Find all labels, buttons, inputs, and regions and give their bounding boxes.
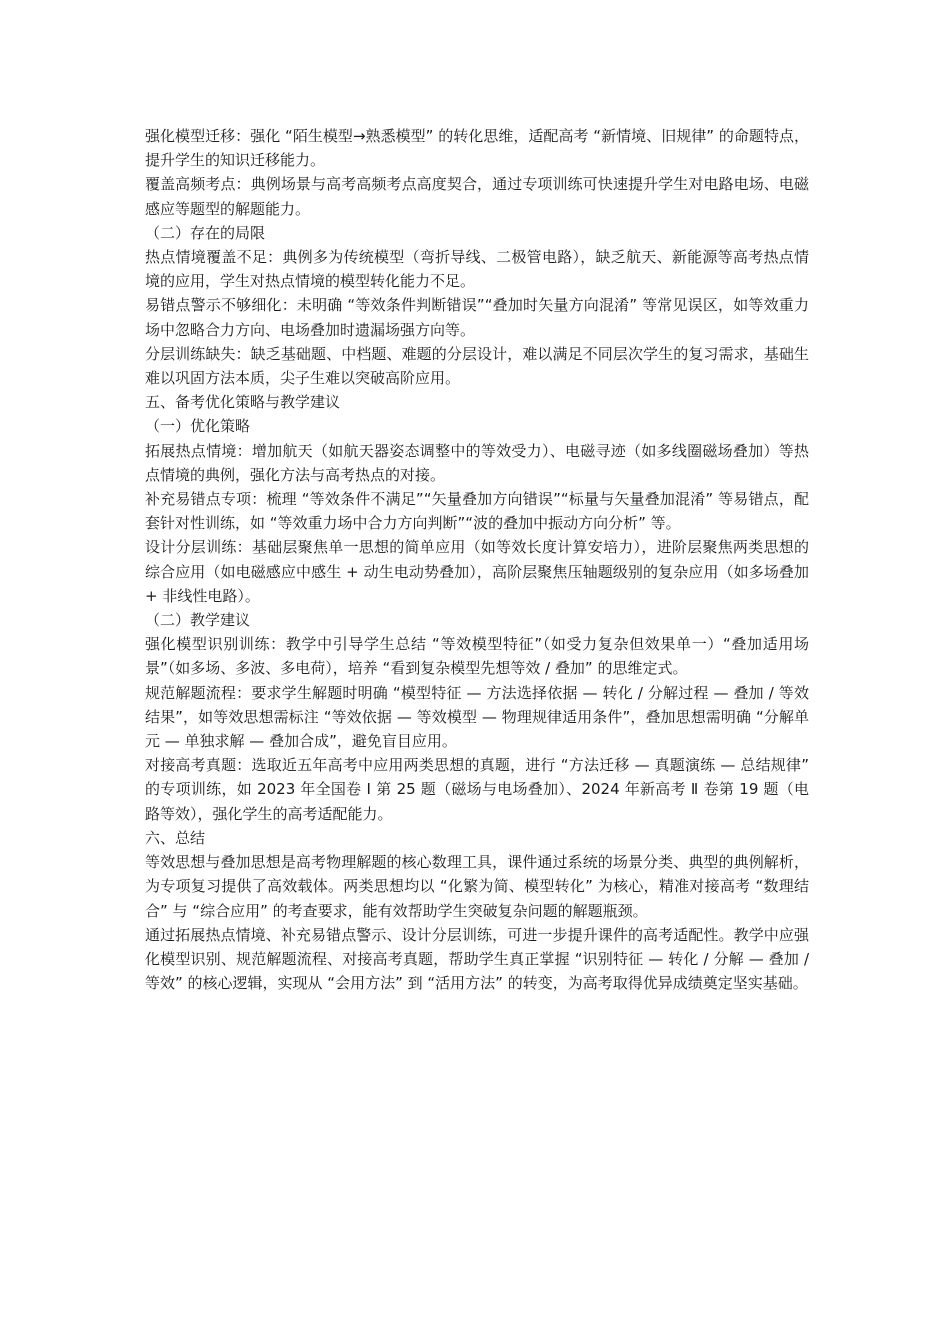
paragraph-summary-core: 等效思想与叠加思想是高考物理解题的核心数理工具，课件通过系统的场景分类、典型的典例解析，为专项复习提供了高效载体。两类思想均以 “化繁为简、模型转化” 为核心，精准对接高考 “数理结合” 与 “综合应用” 的考查要求，能有效帮助学生突破复杂问题的解题瓶颈。 [145, 853, 809, 920]
paragraph-layered-design: 设计分层训练：基础层聚焦单一思想的简单应用（如等效长度计算安培力），进阶层聚焦两类思想的综合应用（如电磁感应中感生 + 动生电动势叠加），高阶层聚焦压轴题级别的复杂应用（如多场叠加 + 非线性电路）。 [145, 538, 809, 605]
paragraph-exam-questions: 对接高考真题：选取近五年高考中应用两类思想的真题，进行 “方法迁移 — 真题演练 — 总结规律” 的专项训练，如 2023 年全国卷 Ⅰ 第 25 题（磁场与电场叠加）、2024 年新高考 Ⅱ 卷第 19 题（电路等效），强化学生的高考适配能力。 [145, 756, 809, 823]
document-page [145, 124, 809, 995]
paragraph-model-transfer: 强化模型迁移：强化 “陌生模型→熟悉模型” 的转化思维，适配高考 “新情境、旧规律” 的命题特点，提升学生的知识迁移能力。 [145, 127, 809, 170]
paragraph-high-frequency: 覆盖高频考点：典例场景与高考高频考点高度契合，通过专项训练可快速提升学生对电路电场、电磁感应等题型的解题能力。 [145, 175, 809, 218]
section-heading-strategy: 五、备考优化策略与教学建议 [145, 393, 341, 412]
paragraph-model-recognition: 强化模型识别训练：教学中引导学生总结 “等效模型特征”（如受力复杂但效果单一）“叠加适用场景”（如多场、多波、多电荷），培养 “看到复杂模型先想等效 / 叠加” 的思维定式。 [145, 635, 809, 678]
paragraph-error-special: 补充易错点专项：梳理 “等效条件不满足”“矢量叠加方向错误”“标量与矢量叠加混淆” 等易错点，配套针对性训练，如 “等效重力场中合力方向判断”“波的叠加中振动方向分析” 等。 [145, 490, 809, 533]
paragraph-solution-process: 规范解题流程：要求学生解题时明确 “模型特征 — 方法选择依据 — 转化 / 分解过程 — 叠加 / 等效结果”，如等效思想需标注 “等效依据 — 等效模型 — 物理规律适用条件”，叠加思想需明确 “分解单元 — 单独求解 — 叠加合成”，避免盲目应用。 [145, 683, 809, 751]
section-heading-limitations: （二）存在的局限 [145, 223, 266, 242]
paragraph-expand-hotspots: 拓展热点情境：增加航天（如航天器姿态调整中的等效受力）、电磁寻迹（如多线圈磁场叠加）等热点情境的典例，强化方法与高考热点的对接。 [145, 441, 809, 484]
paragraph-error-warning: 易错点警示不够细化：未明确 “等效条件判断错误”“叠加时矢量方向混淆” 等常见误区，如等效重力场中忽略合力方向、电场叠加时遗漏场强方向等。 [145, 296, 809, 339]
paragraph-hotspot-coverage: 热点情境覆盖不足：典例多为传统模型（弯折导线、二极管电路），缺乏航天、新能源等高考热点情境的应用，学生对热点情境的模型转化能力不足。 [145, 248, 809, 291]
subsection-heading-optimization: （一）优化策略 [145, 417, 251, 436]
subsection-heading-teaching: （二）教学建议 [145, 611, 251, 630]
section-heading-summary: 六、总结 [145, 828, 206, 847]
paragraph-summary-improve: 通过拓展热点情境、补充易错点警示、设计分层训练，可进一步提升课件的高考适配性。教学中应强化模型识别、规范解题流程、对接高考真题，帮助学生真正掌握 “识别特征 — 转化 / 分解 — 叠加 / 等效” 的核心逻辑，实现从 “会用方法” 到 “活用方法” 的转变，为高考取得优异成绩奠定坚实基础。 [145, 925, 809, 993]
paragraph-layered-training-missing: 分层训练缺失：缺乏基础题、中档题、难题的分层设计，难以满足不同层次学生的复习需求，基础生难以巩固方法本质，尖子生难以突破高阶应用。 [145, 344, 809, 388]
